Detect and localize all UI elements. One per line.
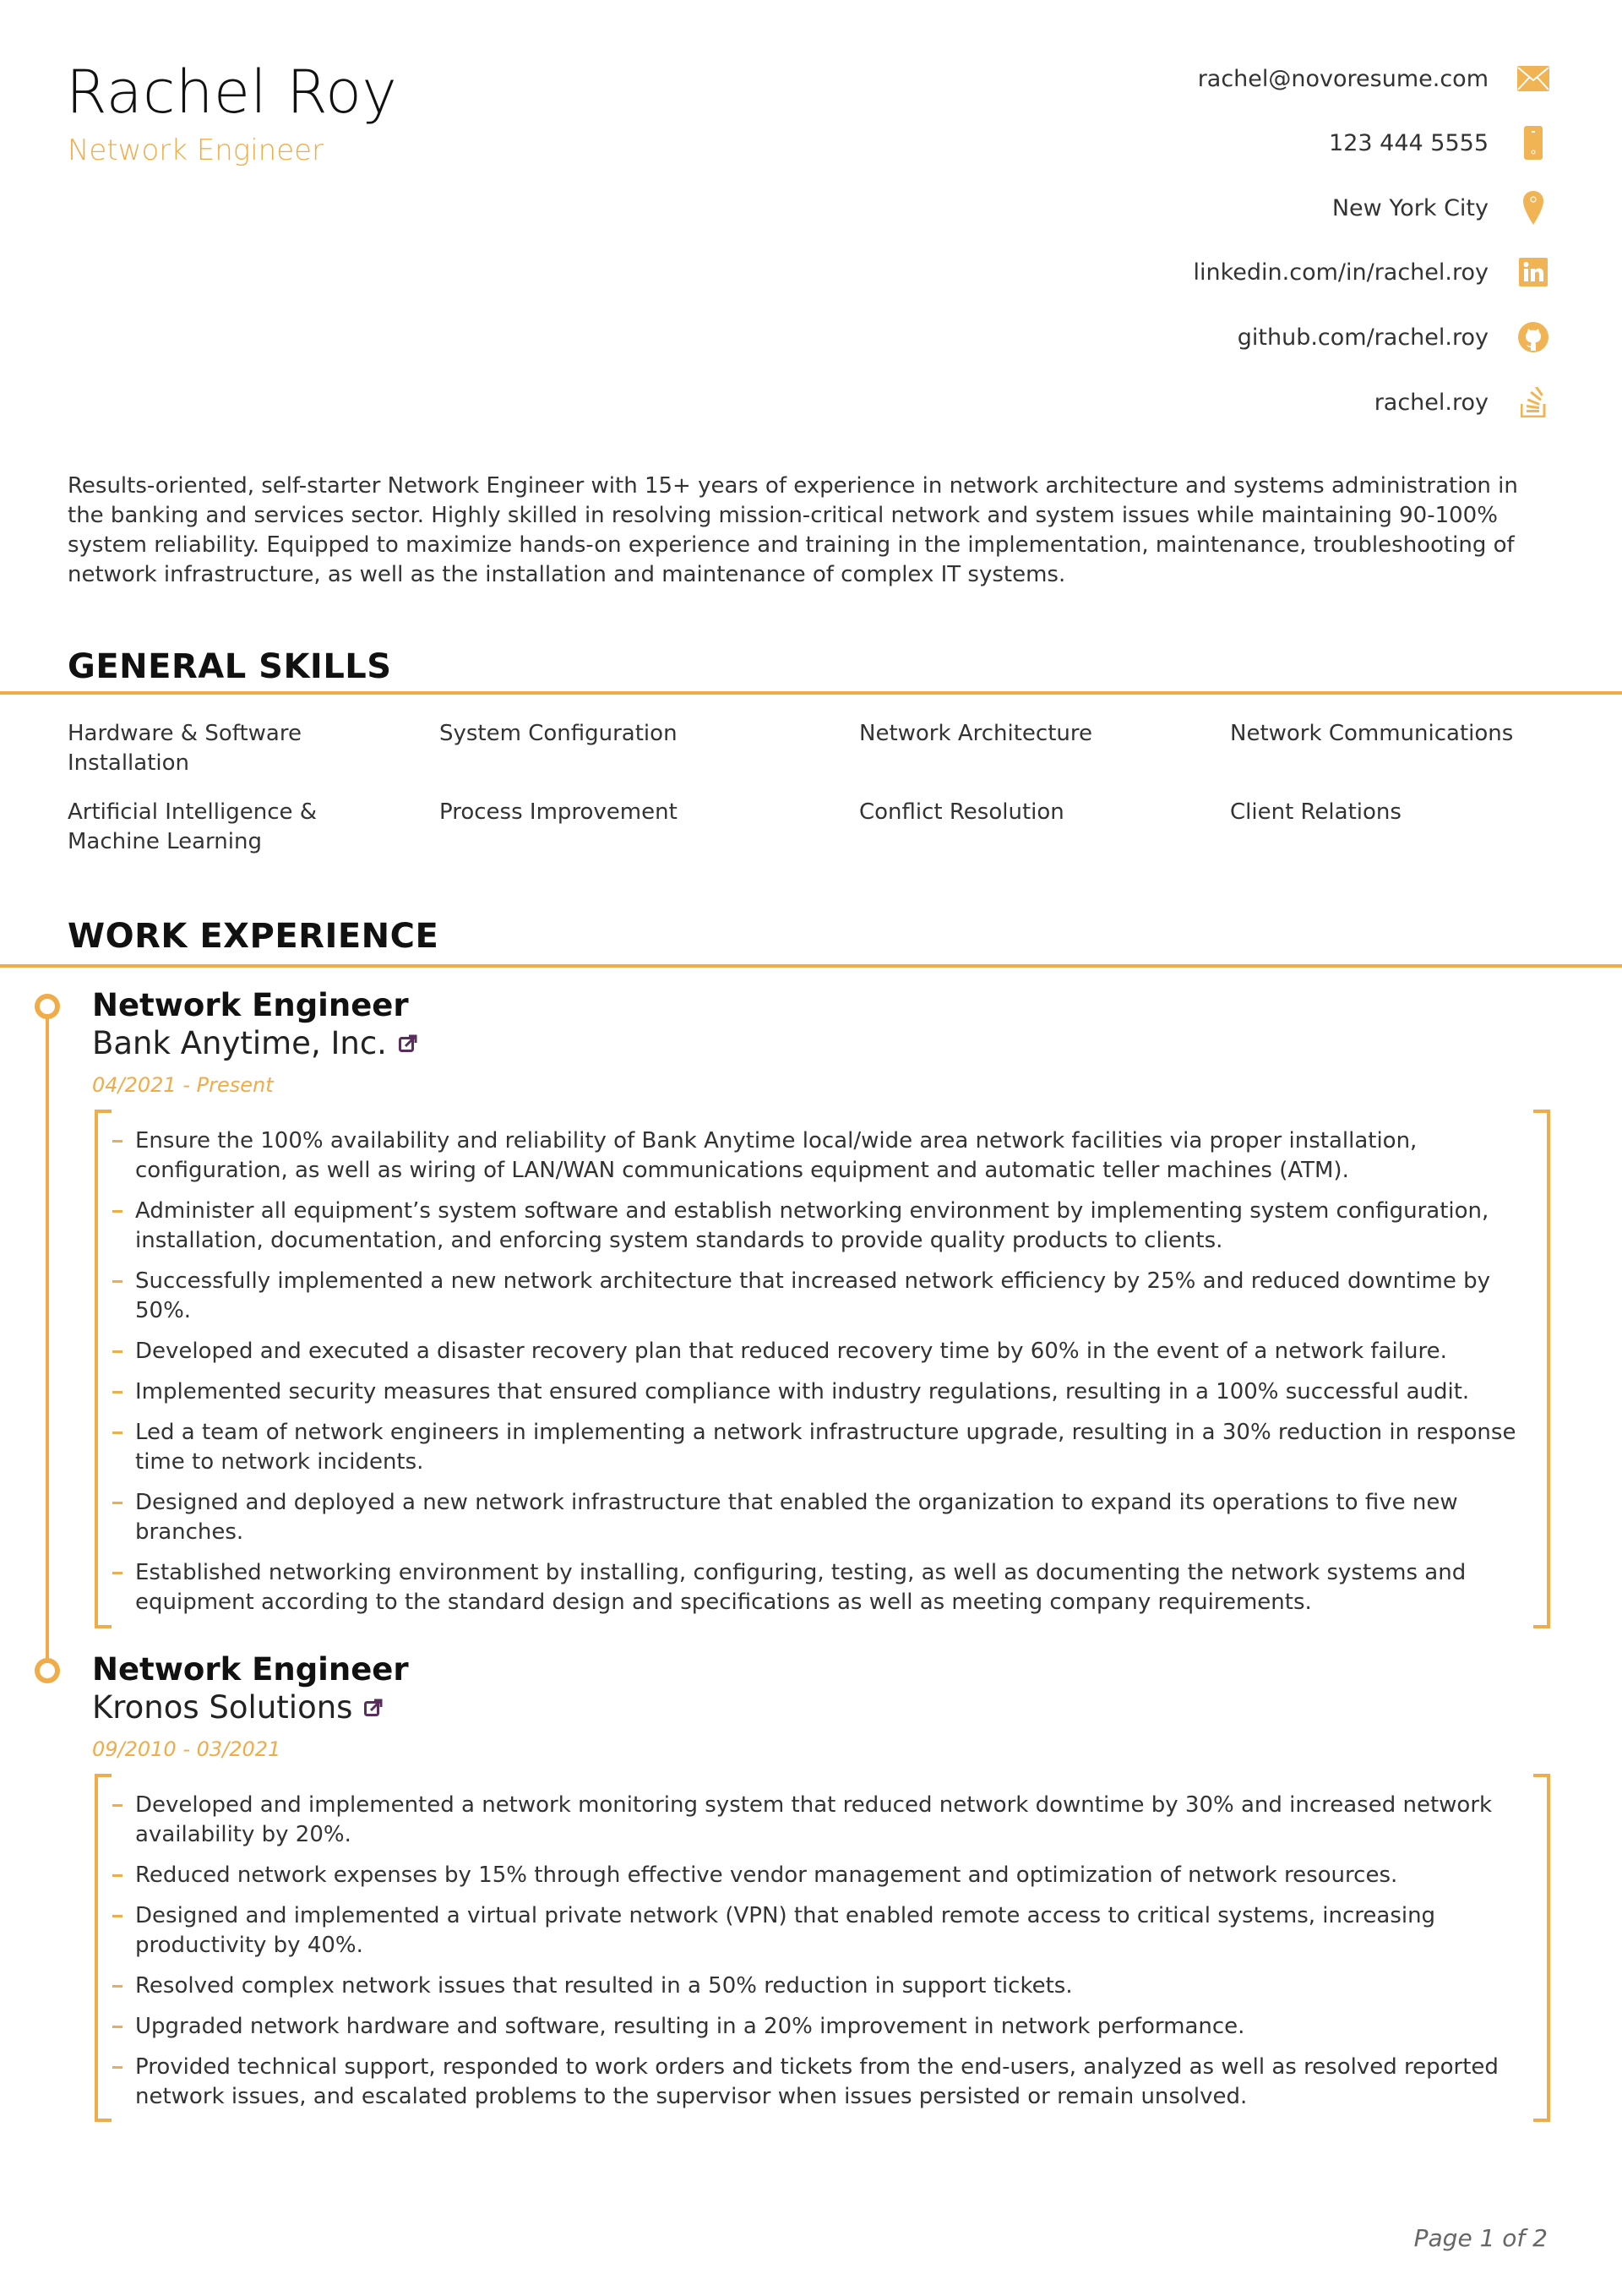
- job-bullets: [112, 1791, 1540, 2123]
- stackoverflow-icon: [1516, 385, 1550, 419]
- job-bullet: Developed and implemented a network monitoring system that reduced network downtime by 30% and increased network availability by 20%.: [112, 1791, 1540, 1850]
- candidate-title: Network Engineer: [68, 134, 324, 167]
- dash-icon: [112, 1210, 122, 1213]
- skill-item: Client Relations: [1230, 799, 1402, 825]
- candidate-name: Rachel Roy: [66, 57, 398, 127]
- contact-email[interactable]: [1198, 62, 1550, 95]
- dash-icon: [112, 1502, 122, 1504]
- skill-item: Hardware & Software Installation: [68, 721, 302, 776]
- timeline-dot: [35, 994, 60, 1019]
- job-bullet: Designed and deployed a new network infrastructure that enabled the organization to expand its operations to five new branches.: [112, 1488, 1540, 1547]
- contact-phone-text[interactable]: 123 444 5555: [1329, 129, 1489, 156]
- contact-linkedin[interactable]: [1193, 255, 1550, 289]
- timeline-dot: [35, 1658, 60, 1683]
- job-bullets: [112, 1126, 1540, 1628]
- job-bullet: Led a team of network engineers in implementing a network infrastructure upgrade, resulting in a 30% reduction in response time to network incidents.: [112, 1418, 1540, 1477]
- linkedin-icon: [1516, 255, 1550, 289]
- dash-icon: [112, 1350, 122, 1353]
- phone-icon: [1516, 126, 1550, 160]
- bracket-left: [95, 1774, 112, 2122]
- envelope-icon: [1516, 62, 1550, 95]
- dash-icon: [112, 1391, 122, 1393]
- contact-linkedin-text[interactable]: linkedin.com/in/rachel.roy: [1193, 259, 1489, 286]
- job-bullet: Reduced network expenses by 15% through effective vendor management and optimization of network resources.: [112, 1861, 1540, 1890]
- github-icon: [1516, 320, 1550, 354]
- dash-icon: [112, 1280, 122, 1283]
- job-bullet: Developed and executed a disaster recovery plan that reduced recovery time by 60% in the event of a network failure.: [112, 1337, 1540, 1366]
- job-title: Network Engineer: [92, 1651, 409, 1688]
- dash-icon: [112, 1804, 122, 1807]
- contact-location: [1332, 191, 1550, 225]
- job-bullet: Implemented security measures that ensured compliance with industry regulations, resulting in a 100% successful audit.: [112, 1377, 1540, 1407]
- page-number: Page 1 of 2: [1413, 2224, 1548, 2252]
- contact-github-text[interactable]: github.com/rachel.roy: [1237, 324, 1489, 351]
- skill-item: Process Improvement: [439, 799, 678, 825]
- job-bullet: Provided technical support, responded to work orders and tickets from the end-users, analyzed as well as resolved reported network issues, and escalated problems to the supervisor when issues persisted or remain unsolved.: [112, 2053, 1540, 2112]
- job-bullet: Resolved complex network issues that resulted in a 50% reduction in support tickets.: [112, 1972, 1540, 2001]
- contact-github[interactable]: [1238, 320, 1550, 354]
- skills-divider: [0, 691, 1622, 695]
- job-title: Network Engineer: [92, 987, 409, 1023]
- job-bullet: Administer all equipment’s system software and establish networking environment by implementing system configuration, installation, documentation, and enforcing system standards to provide quality products to clients.: [112, 1197, 1540, 1256]
- dash-icon: [112, 2066, 122, 2069]
- contact-location-text: New York City: [1331, 194, 1489, 221]
- contact-email-text[interactable]: rachel@novoresume.com: [1197, 65, 1489, 92]
- skill-item: System Configuration: [439, 721, 678, 746]
- external-link-icon[interactable]: [399, 1034, 417, 1053]
- contact-phone[interactable]: [1329, 126, 1550, 160]
- job-dates: 09/2010 - 03/2021: [92, 1737, 281, 1761]
- dash-icon: [112, 1572, 122, 1574]
- skills-heading: GENERAL SKILLS: [68, 647, 392, 686]
- timeline-line: [46, 1014, 49, 1665]
- skill-item: Network Communications: [1230, 721, 1514, 746]
- dash-icon: [112, 1432, 122, 1434]
- skill-item: Conflict Resolution: [859, 799, 1064, 825]
- location-pin-icon: [1516, 191, 1550, 225]
- experience-divider: [0, 964, 1622, 968]
- job-bullet: Upgraded network hardware and software, resulting in a 20% improvement in network performance.: [112, 2012, 1540, 2042]
- skill-item: Network Architecture: [859, 721, 1092, 746]
- dash-icon: [112, 2026, 122, 2028]
- job-company: [92, 1025, 417, 1061]
- skill-item: Artificial Intelligence & Machine Learning: [68, 799, 318, 854]
- contact-stackoverflow-text[interactable]: rachel.roy: [1374, 389, 1489, 416]
- dash-icon: [112, 1985, 122, 1988]
- experience-heading: WORK EXPERIENCE: [68, 917, 439, 956]
- job-bullet: Successfully implemented a new network architecture that increased network efficiency by 25% and reduced downtime by 50%.: [112, 1267, 1540, 1326]
- job-company: [92, 1689, 383, 1726]
- job-bullet: Established networking environment by installing, configuring, testing, as well as documenting the network systems and equipment according to the standard design and specifications as well as meeting company requirements.: [112, 1558, 1540, 1617]
- job-company-name: Kronos Solutions: [92, 1689, 353, 1726]
- job-bullet: Designed and implemented a virtual private network (VPN) that enabled remote access to critical systems, increasing productivity by 40%.: [112, 1901, 1540, 1961]
- summary-paragraph: Results-oriented, self-starter Network Engineer with 15+ years of experience in network architecture and systems administration in the banking and services sector. Highly skilled in resolving mission-critical network and system issues while maintaining 90-100% system reliability. Equipped to maximize hands-on experience and training in the implementation, maintenance, troubleshooting of network infrastructure, as well as the installation and maintenance of complex IT systems.: [68, 473, 1518, 587]
- dash-icon: [112, 1915, 122, 1917]
- job-bullet: Ensure the 100% availability and reliability of Bank Anytime local/wide area network facilities via proper installation, configuration, as well as wiring of LAN/WAN communications equipment and automatic teller machines (ATM).: [112, 1126, 1540, 1186]
- job-dates: 04/2021 - Present: [92, 1073, 274, 1097]
- bracket-left: [95, 1110, 112, 1628]
- contact-stackoverflow[interactable]: [1374, 385, 1550, 419]
- dash-icon: [112, 1874, 122, 1877]
- external-link-icon[interactable]: [364, 1699, 383, 1717]
- dash-icon: [112, 1140, 122, 1143]
- job-company-name: Bank Anytime, Inc.: [92, 1025, 387, 1061]
